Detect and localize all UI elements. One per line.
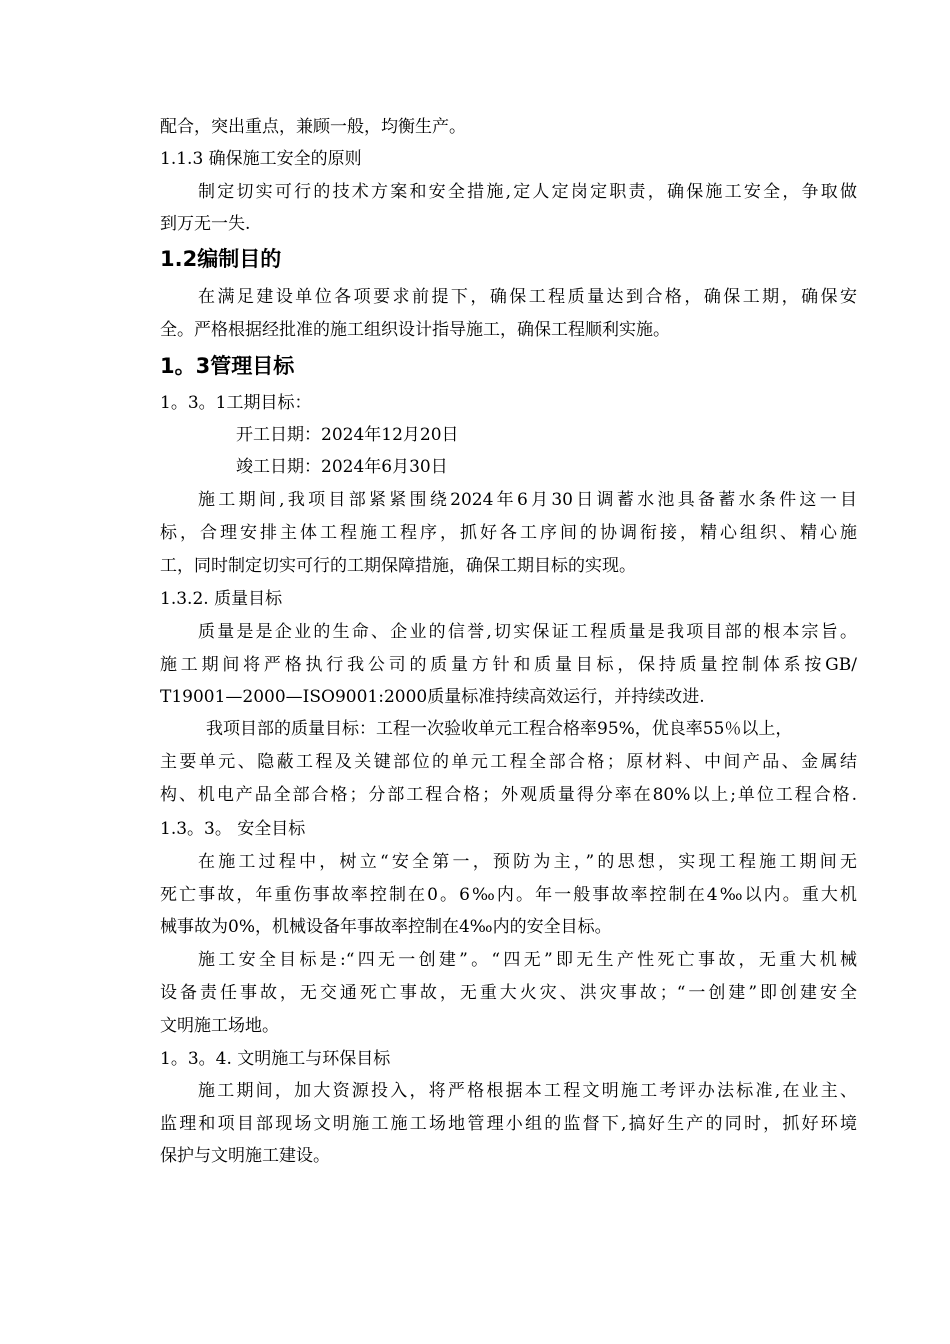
- text-line: 在满足建设单位各项要求前提下，确保工程质量达到合格，确保工期，确保安: [198, 287, 857, 307]
- text-line: 全。严格根据经批准的施工组织设计指导施工，确保工程顺利实施。: [160, 320, 670, 340]
- text-line: 死亡事故，年重伤事故率控制在0。6‰内。年一般事故率控制在4‰以内。重大机: [160, 885, 857, 905]
- subsection-heading: 1。3。4. 文明施工与环保目标: [160, 1049, 391, 1069]
- text-line: 在施工过程中，树立“安全第一，预防为主，”的思想，实现工程施工期间无: [198, 852, 857, 872]
- text-line: 制定切实可行的技术方案和安全措施,定人定岗定职责，确保施工安全，争取做: [198, 182, 857, 202]
- text-line: 构、机电产品全部合格；分部工程合格；外观质量得分率在80%以上;单位工程合格.: [160, 785, 857, 805]
- text-line: 主要单元、隐蔽工程及关键部位的单元工程全部合格；原材料、中间产品、金属结: [160, 752, 857, 772]
- text-line: 质量是是企业的生命、企业的信誉,切实保证工程质量是我项目部的根本宗旨。: [198, 622, 857, 642]
- subsection-heading: 1.3.2. 质量目标: [160, 589, 283, 609]
- text-line: 施工期间将严格执行我公司的质量方针和质量目标，保持质量控制体系按GB/: [160, 655, 857, 675]
- section-heading: 1.2编制目的: [160, 247, 282, 271]
- subsection-heading: 1。3。1工期目标：: [160, 393, 312, 413]
- text-line: 械事故为0%，机械设备年事故率控制在4‰内的安全目标。: [160, 917, 612, 937]
- subsection-heading: 1.1.3 确保施工安全的原则: [160, 149, 362, 169]
- text-line: 工，同时制定切实可行的工期保障措施，确保工期目标的实现。: [160, 556, 636, 576]
- text-line: 施工期间,我项目部紧紧围绕2024年6月30日调蓄水池具备蓄水条件这一目: [198, 490, 857, 510]
- text-line: 配合，突出重点，兼顾一般，均衡生产。: [160, 117, 466, 137]
- section-heading: 1。3管理目标: [160, 354, 295, 378]
- text-line: 我项目部的质量目标：工程一次验收单元工程合格率95%，优良率55％以上，: [206, 719, 793, 739]
- subsection-heading: 1.3。3。 安全目标: [160, 819, 306, 839]
- text-line: 设备责任事故，无交通死亡事故，无重大火灾、洪灾事故；“一创建”即创建安全: [160, 983, 857, 1003]
- text-line: 监理和项目部现场文明施工施工场地管理小组的监督下,搞好生产的同时，抓好环境: [160, 1114, 857, 1134]
- text-line: 文明施工场地。: [160, 1016, 279, 1036]
- text-line: 施工安全目标是:“四无一创建”。“四无”即无生产性死亡事故，无重大机械: [198, 950, 857, 970]
- text-line: 标，合理安排主体工程施工程序，抓好各工序间的协调衔接，精心组织、精心施: [160, 523, 857, 543]
- text-line: 到万无一失.: [160, 214, 251, 234]
- text-line: 保护与文明施工建设。: [160, 1146, 330, 1166]
- text-line: 施工期间，加大资源投入，将严格根据本工程文明施工考评办法标准,在业主、: [198, 1081, 857, 1101]
- text-line: 开工日期：2024年12月20日: [236, 425, 459, 445]
- text-line: 竣工日期：2024年6月30日: [236, 457, 448, 477]
- text-line: T19001—2000—ISO9001:2000质量标准持续高效运行，并持续改进.: [160, 687, 705, 707]
